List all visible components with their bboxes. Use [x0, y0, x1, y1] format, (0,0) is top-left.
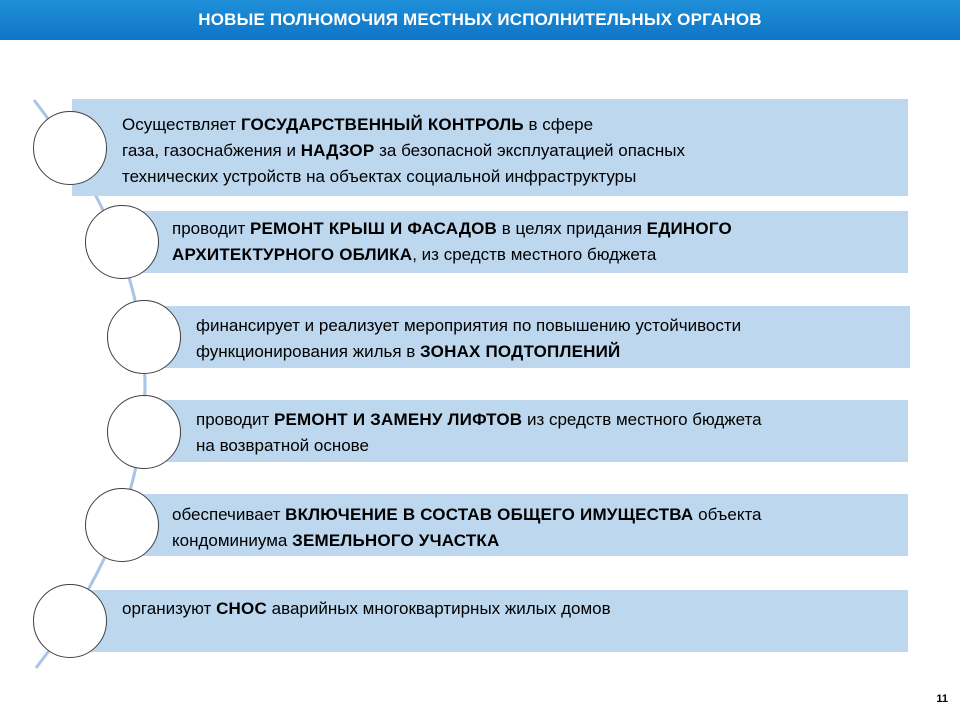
text: объекта	[693, 505, 762, 524]
item-land-plot-inclusion	[124, 494, 908, 556]
text-bold: ЕДИНОГО	[646, 219, 732, 238]
bullet-circle	[33, 111, 107, 185]
item-roof-facade-repair	[124, 211, 908, 273]
text: организуют	[122, 599, 217, 618]
text-bold: РЕМОНТ КРЫШ И ФАСАДОВ	[249, 219, 498, 238]
text-bold: ВКЛЮЧЕНИЕ В СОСТАВ ОБЩЕГО ИМУЩЕСТВА	[285, 505, 694, 524]
bullet-circle	[107, 395, 181, 469]
text: функционирования жилья в	[196, 342, 421, 361]
text: за безопасной эксплуатацией опасных	[374, 141, 685, 160]
text-bold: РЕМОНТ И ЗАМЕНУ ЛИФТОВ	[273, 410, 523, 429]
bullet-circle	[85, 488, 159, 562]
text-bold: ЗОНАХ ПОДТОПЛЕНИЙ	[420, 342, 621, 361]
text: проводит	[172, 219, 250, 238]
page-number: 11	[936, 693, 948, 705]
text-bold: АРХИТЕКТУРНОГО ОБЛИКА	[172, 245, 413, 264]
text: в целях придания	[497, 219, 647, 238]
item-demolition	[72, 590, 908, 652]
bullet-circle	[107, 300, 181, 374]
text: обеспечивает	[172, 505, 286, 524]
text-bold: СНОС	[216, 599, 267, 618]
item-state-control	[72, 99, 908, 196]
item-elevator-repair	[148, 400, 908, 462]
bullet-circle	[33, 584, 107, 658]
text-bold: НАДЗОР	[300, 141, 375, 160]
text-bold: ГОСУДАРСТВЕННЫЙ КОНТРОЛЬ	[240, 115, 524, 134]
bullet-circle	[85, 205, 159, 279]
text-bold: ЗЕМЕЛЬНОГО УЧАСТКА	[292, 531, 500, 550]
text: из средств местного бюджета	[522, 410, 762, 429]
text: аварийных многоквартирных жилых домов	[266, 599, 611, 618]
text: Осуществляет	[122, 115, 241, 134]
text: , из средств местного бюджета	[412, 245, 657, 264]
text: проводит	[196, 410, 274, 429]
slide-title: НОВЫЕ ПОЛНОМОЧИЯ МЕСТНЫХ ИСПОЛНИТЕЛЬНЫХ ОРГАНОВ	[0, 0, 960, 40]
text: в сфере	[523, 115, 594, 134]
text: на возвратной основе	[196, 436, 369, 455]
text: газа, газоснабжения и	[122, 141, 301, 160]
text: кондоминиума	[172, 531, 293, 550]
text: финансирует и реализует мероприятия по повышению устойчивости	[196, 316, 742, 335]
text: технических устройств на объектах социальной инфраструктуры	[122, 167, 637, 186]
item-flood-zones	[148, 306, 910, 368]
